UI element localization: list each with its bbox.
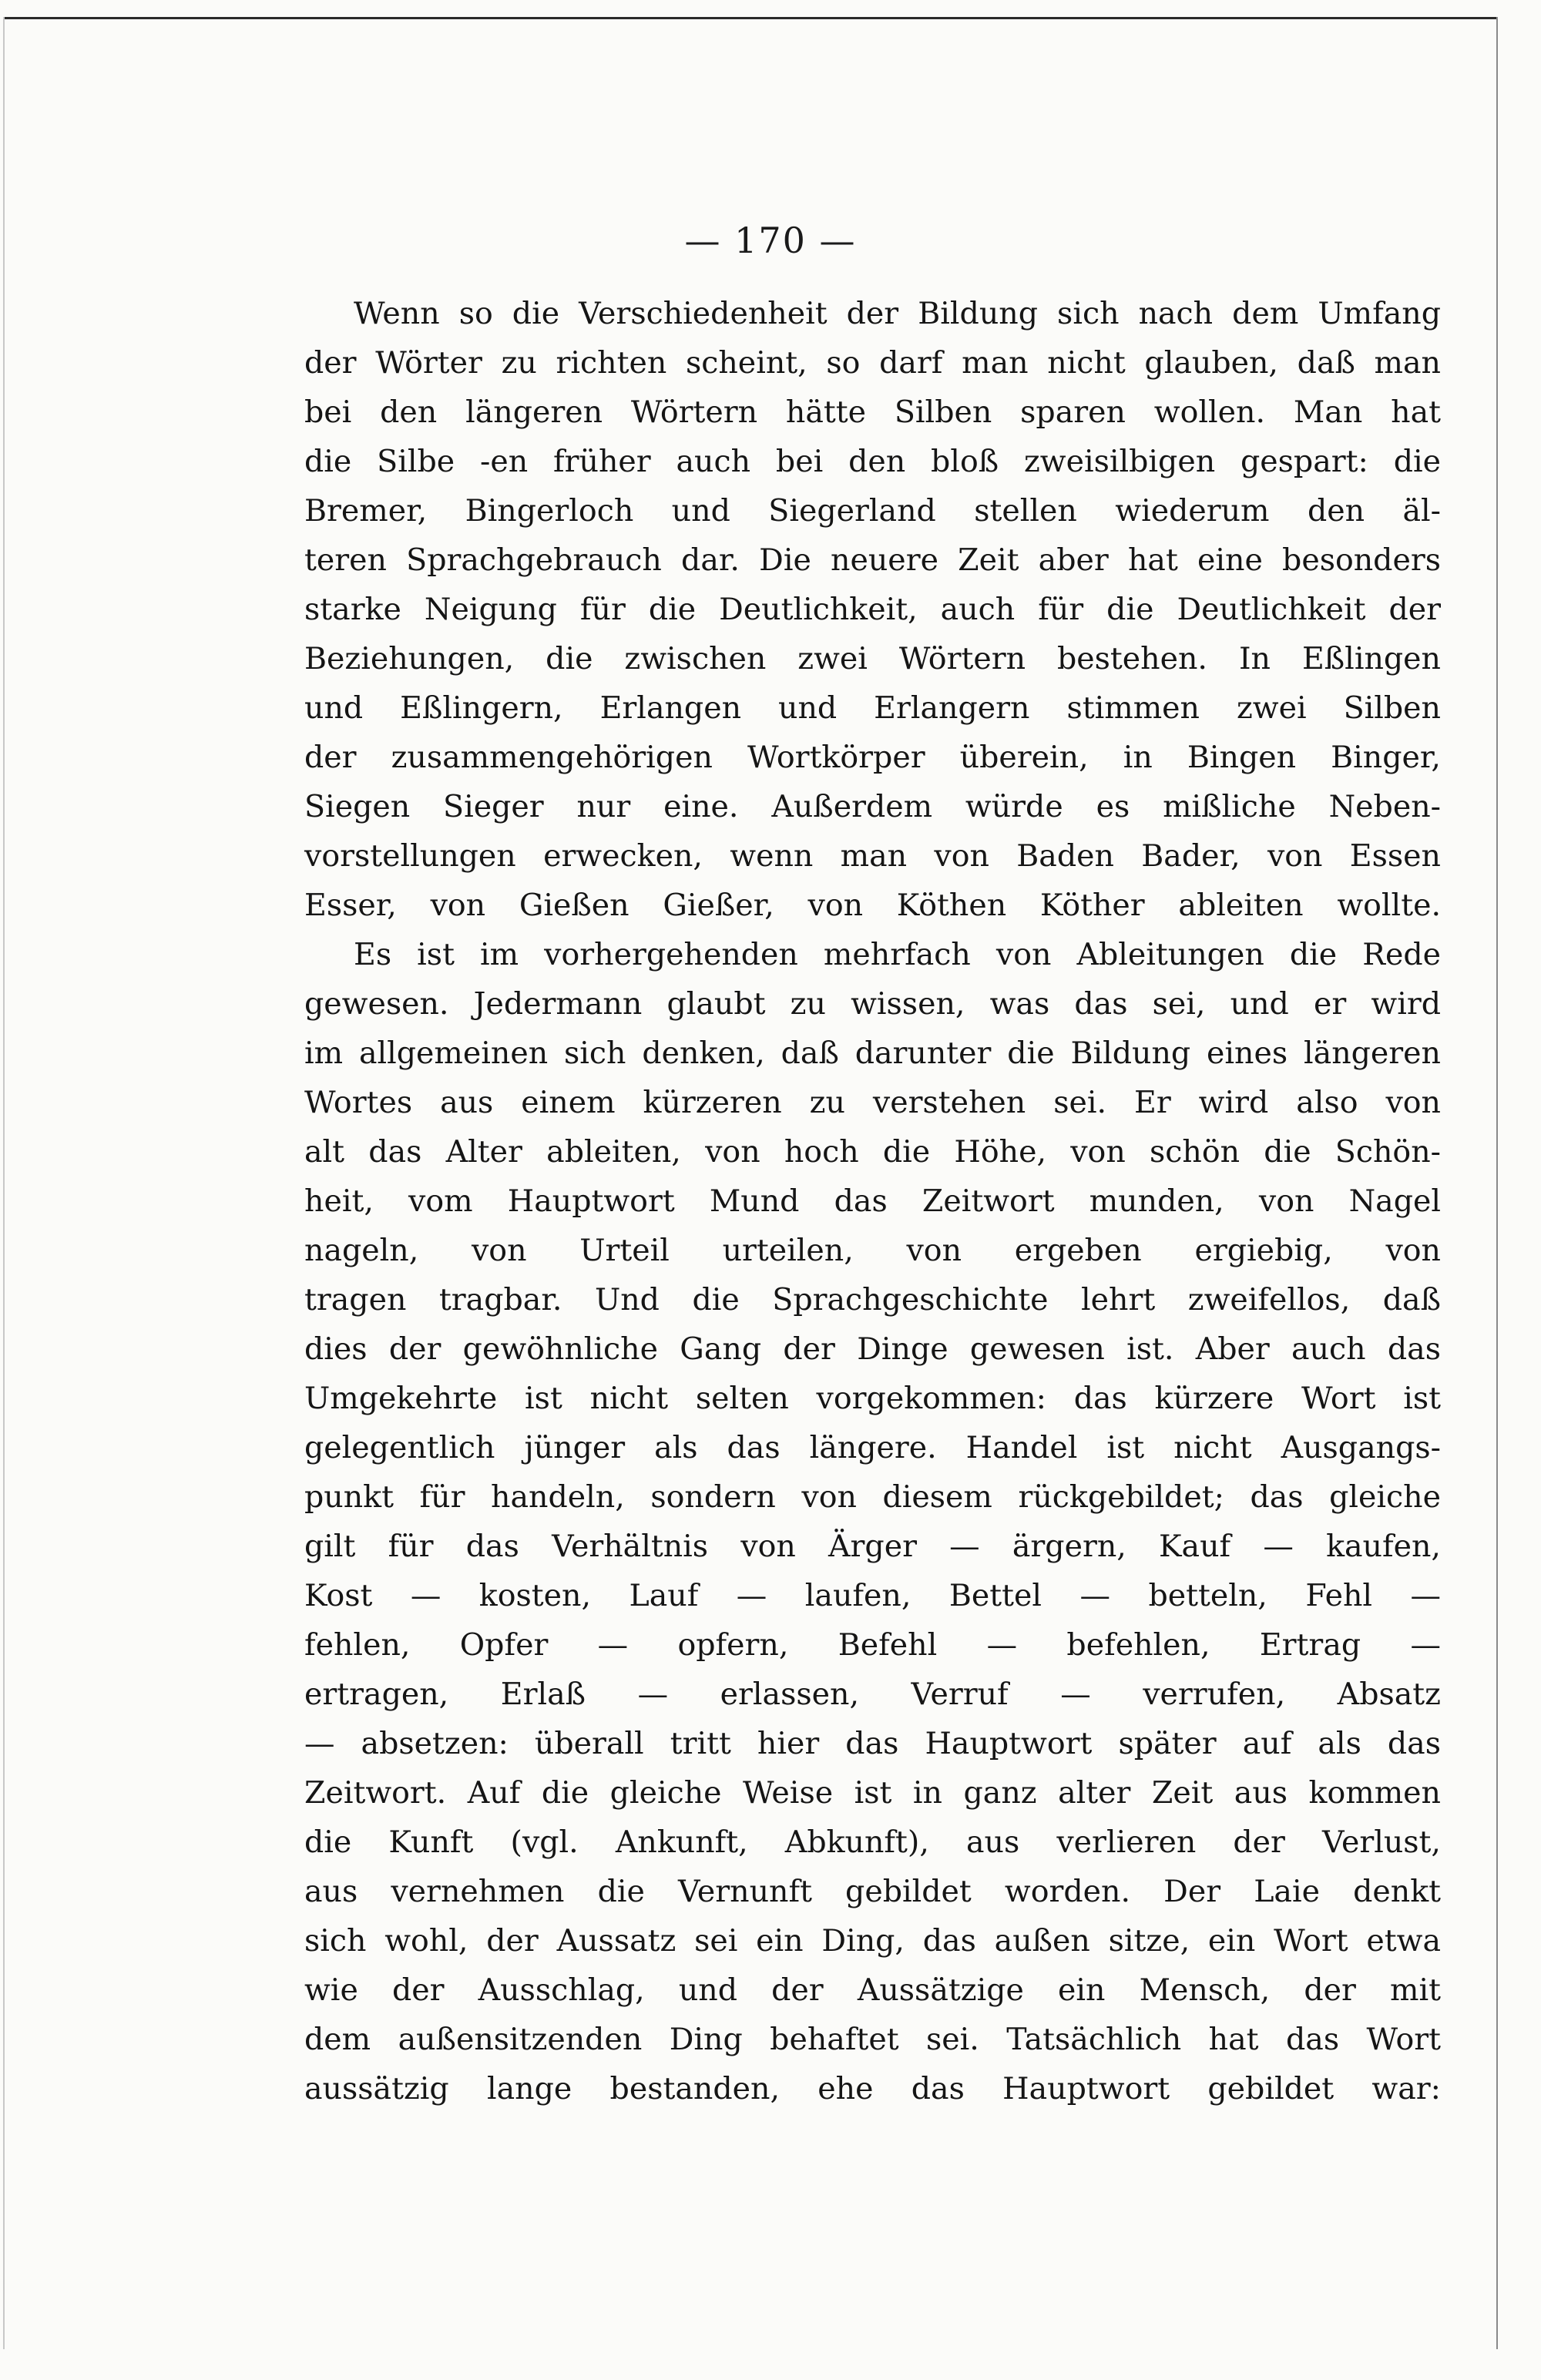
text-line: Esser, von Gießen Gießer, von Köthen Köther ableiten wollte. (304, 888, 1441, 923)
text-line: gelegentlich jünger als das längere. Handel ist nicht Ausgangs- (304, 1430, 1441, 1465)
text-line: Kost — kosten, Lauf — laufen, Bettel — betteln, Fehl — (304, 1578, 1441, 1613)
text-line: aus vernehmen die Vernunft gebildet worden. Der Laie denkt (304, 1874, 1441, 1909)
text-line: bei den längeren Wörtern hätte Silben sparen wollen. Man hat (304, 394, 1441, 430)
text-line: Bremer, Bingerloch und Siegerland stellen wiederum den äl- (304, 493, 1441, 529)
text-line: — absetzen: überall tritt hier das Hauptwort später auf als das (304, 1726, 1441, 1761)
text-line: wie der Ausschlag, und der Aussätzige ein Mensch, der mit (304, 1972, 1441, 2008)
text-line: sich wohl, der Aussatz sei ein Ding, das außen sitze, ein Wort etwa (304, 1923, 1441, 1959)
text-line: teren Sprachgebrauch dar. Die neuere Zeit aber hat eine besonders (304, 542, 1441, 578)
page-edge-right (1496, 17, 1498, 2349)
text-line: tragen tragbar. Und die Sprachgeschichte lehrt zweifellos, daß (304, 1282, 1441, 1318)
text-line: dies der gewöhnliche Gang der Dinge gewesen ist. Aber auch das (304, 1331, 1441, 1367)
text-line: gilt für das Verhältnis von Ärger — ärgern, Kauf — kaufen, (304, 1529, 1441, 1564)
text-line: heit, vom Hauptwort Mund das Zeitwort munden, von Nagel (304, 1183, 1441, 1219)
paragraph-1 (304, 289, 1441, 930)
text-line: und Eßlingern, Erlangen und Erlangern stimmen zwei Silben (304, 690, 1441, 726)
text-line: der Wörter zu richten scheint, so darf man nicht glauben, daß man (304, 345, 1441, 381)
text-line: Umgekehrte ist nicht selten vorgekommen: das kürzere Wort ist (304, 1381, 1441, 1416)
text-line: punkt für handeln, sondern von diesem rückgebildet; das gleiche (304, 1479, 1441, 1515)
text-line: Beziehungen, die zwischen zwei Wörtern bestehen. In Eßlingen (304, 641, 1441, 676)
text-line: alt das Alter ableiten, von hoch die Höhe, von schön die Schön- (304, 1134, 1441, 1170)
text-line: im allgemeinen sich denken, daß darunter die Bildung eines längeren (304, 1036, 1441, 1071)
page-edge-left (3, 17, 5, 2349)
text-line: aussätzig lange bestanden, ehe das Hauptwort gebildet war: (304, 2071, 1441, 2106)
text-line: Zeitwort. Auf die gleiche Weise ist in ganz alter Zeit aus kommen (304, 1775, 1441, 1811)
text-line: starke Neigung für die Deutlichkeit, auch für die Deutlichkeit der (304, 592, 1441, 627)
text-line: Wortes aus einem kürzeren zu verstehen sei. Er wird also von (304, 1085, 1441, 1120)
text-line: gewesen. Jedermann glaubt zu wissen, was das sei, und er wird (304, 986, 1441, 1022)
text-line: Es ist im vorhergehenden mehrfach von Ableitungen die Rede (354, 937, 1441, 972)
text-line: fehlen, Opfer — opfern, Befehl — befehlen, Ertrag — (304, 1627, 1441, 1663)
body-text (304, 289, 1441, 2113)
paragraph-2 (304, 930, 1441, 2113)
text-line: dem außensitzenden Ding behaftet sei. Tatsächlich hat das Wort (304, 2022, 1441, 2057)
page-edge-top (3, 17, 1498, 19)
text-line: vorstellungen erwecken, wenn man von Baden Bader, von Essen (304, 838, 1441, 874)
text-line: der zusammengehörigen Wortkörper überein, in Bingen Binger, (304, 740, 1441, 775)
text-line: nageln, von Urteil urteilen, von ergeben ergiebig, von (304, 1233, 1441, 1268)
text-line: Wenn so die Verschiedenheit der Bildung sich nach dem Umfang (354, 296, 1441, 331)
text-line: die Silbe -en früher auch bei den bloß zweisilbigen gespart: die (304, 444, 1441, 479)
text-line: ertragen, Erlaß — erlassen, Verruf — verrufen, Absatz (304, 1677, 1441, 1712)
text-line: die Kunft (vgl. Ankunft, Abkunft), aus verlieren der Verlust, (304, 1824, 1441, 1860)
page-number-header: — 170 — (684, 220, 857, 261)
text-line: Siegen Sieger nur eine. Außerdem würde es mißliche Neben- (304, 789, 1441, 824)
